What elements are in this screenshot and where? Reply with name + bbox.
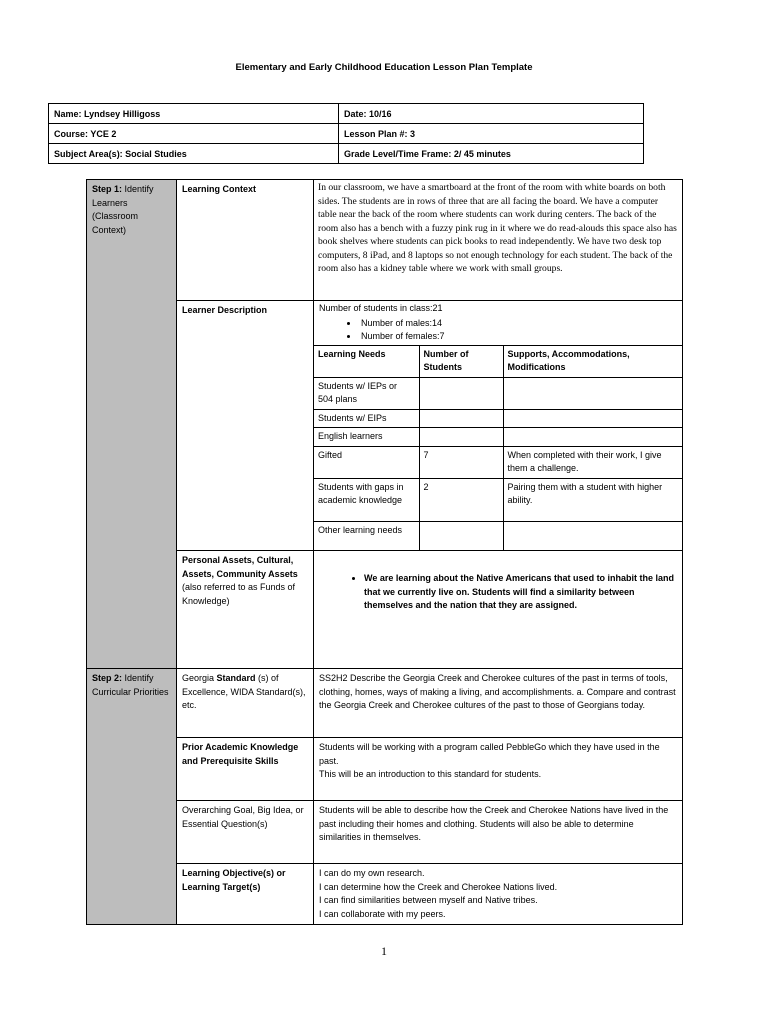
- step2-label: [87, 669, 177, 925]
- number-cell: [419, 377, 503, 409]
- step2-label-bold: Step 2:: [92, 673, 123, 683]
- standards-text: SS2H2 Describe the Georgia Creek and Cherokee cultures of the past in terms of tools, clothing, homes, ways of making a living, and accomplishments. a. Compare and contrast the Georgia Creek and Cherokee cultures of the past to those of Georgians today.: [314, 669, 683, 738]
- needs-header: Learning Needs: [314, 345, 419, 377]
- personal-assets-label-rest: (also referred to as Funds of Knowledge): [182, 582, 296, 606]
- objective-item: I can collaborate with my peers.: [319, 908, 446, 919]
- step1-label: [87, 180, 177, 669]
- overarching-goal-label: Overarching Goal, Big Idea, or Essential Question(s): [177, 801, 314, 864]
- female-count: • Number of females:7: [359, 330, 682, 344]
- standards-label: [177, 669, 314, 738]
- needs-cell: Students with gaps in academic knowledge: [314, 478, 419, 521]
- needs-cell: Students w/ EIPs: [314, 409, 419, 428]
- supports-cell: [503, 377, 682, 409]
- prior-knowledge-cell: [314, 738, 683, 801]
- number-header: Number of Students: [419, 345, 503, 377]
- step2-label-rest: Identify Curricular Priorities: [92, 673, 169, 697]
- standards-label-c: (s) of Excellence, WIDA Standard(s), etc.: [182, 673, 306, 710]
- lesson-plan-cell: Lesson Plan #: 3: [339, 124, 644, 144]
- learner-description-cell: [314, 301, 683, 551]
- objectives-cell: [314, 864, 683, 925]
- needs-cell: Other learning needs: [314, 521, 419, 550]
- prior-knowledge-line: This will be an introduction to this standard for students.: [319, 769, 542, 779]
- number-cell: [419, 409, 503, 428]
- number-cell: [419, 428, 503, 447]
- learner-description-label: Learner Description: [177, 301, 314, 551]
- number-cell: 7: [419, 446, 503, 478]
- page-number: 1: [381, 944, 387, 958]
- needs-cell: Gifted: [314, 446, 419, 478]
- step1-label-rest: Identify Learners (Classroom Context): [92, 184, 154, 235]
- grade-level-cell: Grade Level/Time Frame: 2/ 45 minutes: [339, 144, 644, 164]
- standards-label-b: Standard: [216, 673, 256, 683]
- date-cell: Date: 10/16: [339, 104, 644, 124]
- overarching-goal-text: Students will be able to describe how the Creek and Cherokee Nations have lived in the past including their homes and clothing. Students will also be able to determine similarities in themselves.: [314, 801, 683, 864]
- personal-assets-label-bold: Personal Assets, Cultural, Assets, Community Assets: [182, 555, 298, 579]
- male-count: • Number of males:14: [359, 317, 682, 331]
- personal-assets-cell: [314, 551, 683, 669]
- supports-cell: [503, 428, 682, 447]
- learning-context-label: Learning Context: [177, 180, 314, 301]
- supports-header: Supports, Accommodations, Modifications: [503, 345, 682, 377]
- supports-cell: [503, 521, 682, 550]
- objectives-label: Learning Objective(s) or Learning Target(s): [177, 864, 314, 925]
- step1-label-bold: Step 1:: [92, 184, 123, 194]
- standards-label-a: Georgia: [182, 673, 217, 683]
- supports-cell: When completed with their work, I give them a challenge.: [503, 446, 682, 478]
- header-table: [48, 103, 644, 164]
- learning-context-text: In our classroom, we have a smartboard at the front of the room with white boards on both sides. The students are in rows of three that are all facing the board. We have a computer table near the back of the room where students can work during centers. The back of the room also has a bench with a fuzzy pink rug in it where we do read-alouds this space also has book shelves where students can pick books to read independently. We have two desk top computers, 8 iPad, and 8 laptops so not enough technology for each student. The back of the room also has a kidney table where we work with small groups.: [314, 180, 683, 301]
- prior-knowledge-label: Prior Academic Knowledge and Prerequisite Skills: [177, 738, 314, 801]
- name-cell: Name: Lyndsey Hilligoss: [49, 104, 339, 124]
- lesson-plan-table: [86, 179, 683, 925]
- objective-item: I can find similarities between myself and Native tribes.: [319, 895, 538, 905]
- number-cell: [419, 521, 503, 550]
- gender-list: [314, 317, 682, 344]
- prior-knowledge-line: Students will be working with a program called PebbleGo which they have used in the past.: [319, 742, 660, 766]
- subject-cell: Subject Area(s): Social Studies: [49, 144, 339, 164]
- needs-cell: English learners: [314, 428, 419, 447]
- personal-assets-list: [319, 572, 677, 613]
- objective-item: I can do my own research.: [319, 868, 425, 878]
- needs-cell: Students w/ IEPs or 504 plans: [314, 377, 419, 409]
- supports-cell: [503, 409, 682, 428]
- number-cell: 2: [419, 478, 503, 521]
- document-title: Elementary and Early Childhood Education Lesson Plan Template: [235, 62, 533, 73]
- student-count: Number of students in class:21: [319, 303, 443, 313]
- supports-cell: Pairing them with a student with higher ability.: [503, 478, 682, 521]
- personal-assets-text: • We are learning about the Native Americans that used to inhabit the land that we currently live on. Students will find a similarity between themselves and the nation that they are assigned.: [364, 572, 677, 613]
- personal-assets-label: [177, 551, 314, 669]
- course-cell: Course: YCE 2: [49, 124, 339, 144]
- objective-item: I can determine how the Creek and Cherokee Nations lived.: [319, 881, 558, 892]
- learning-needs-table: [314, 345, 682, 551]
